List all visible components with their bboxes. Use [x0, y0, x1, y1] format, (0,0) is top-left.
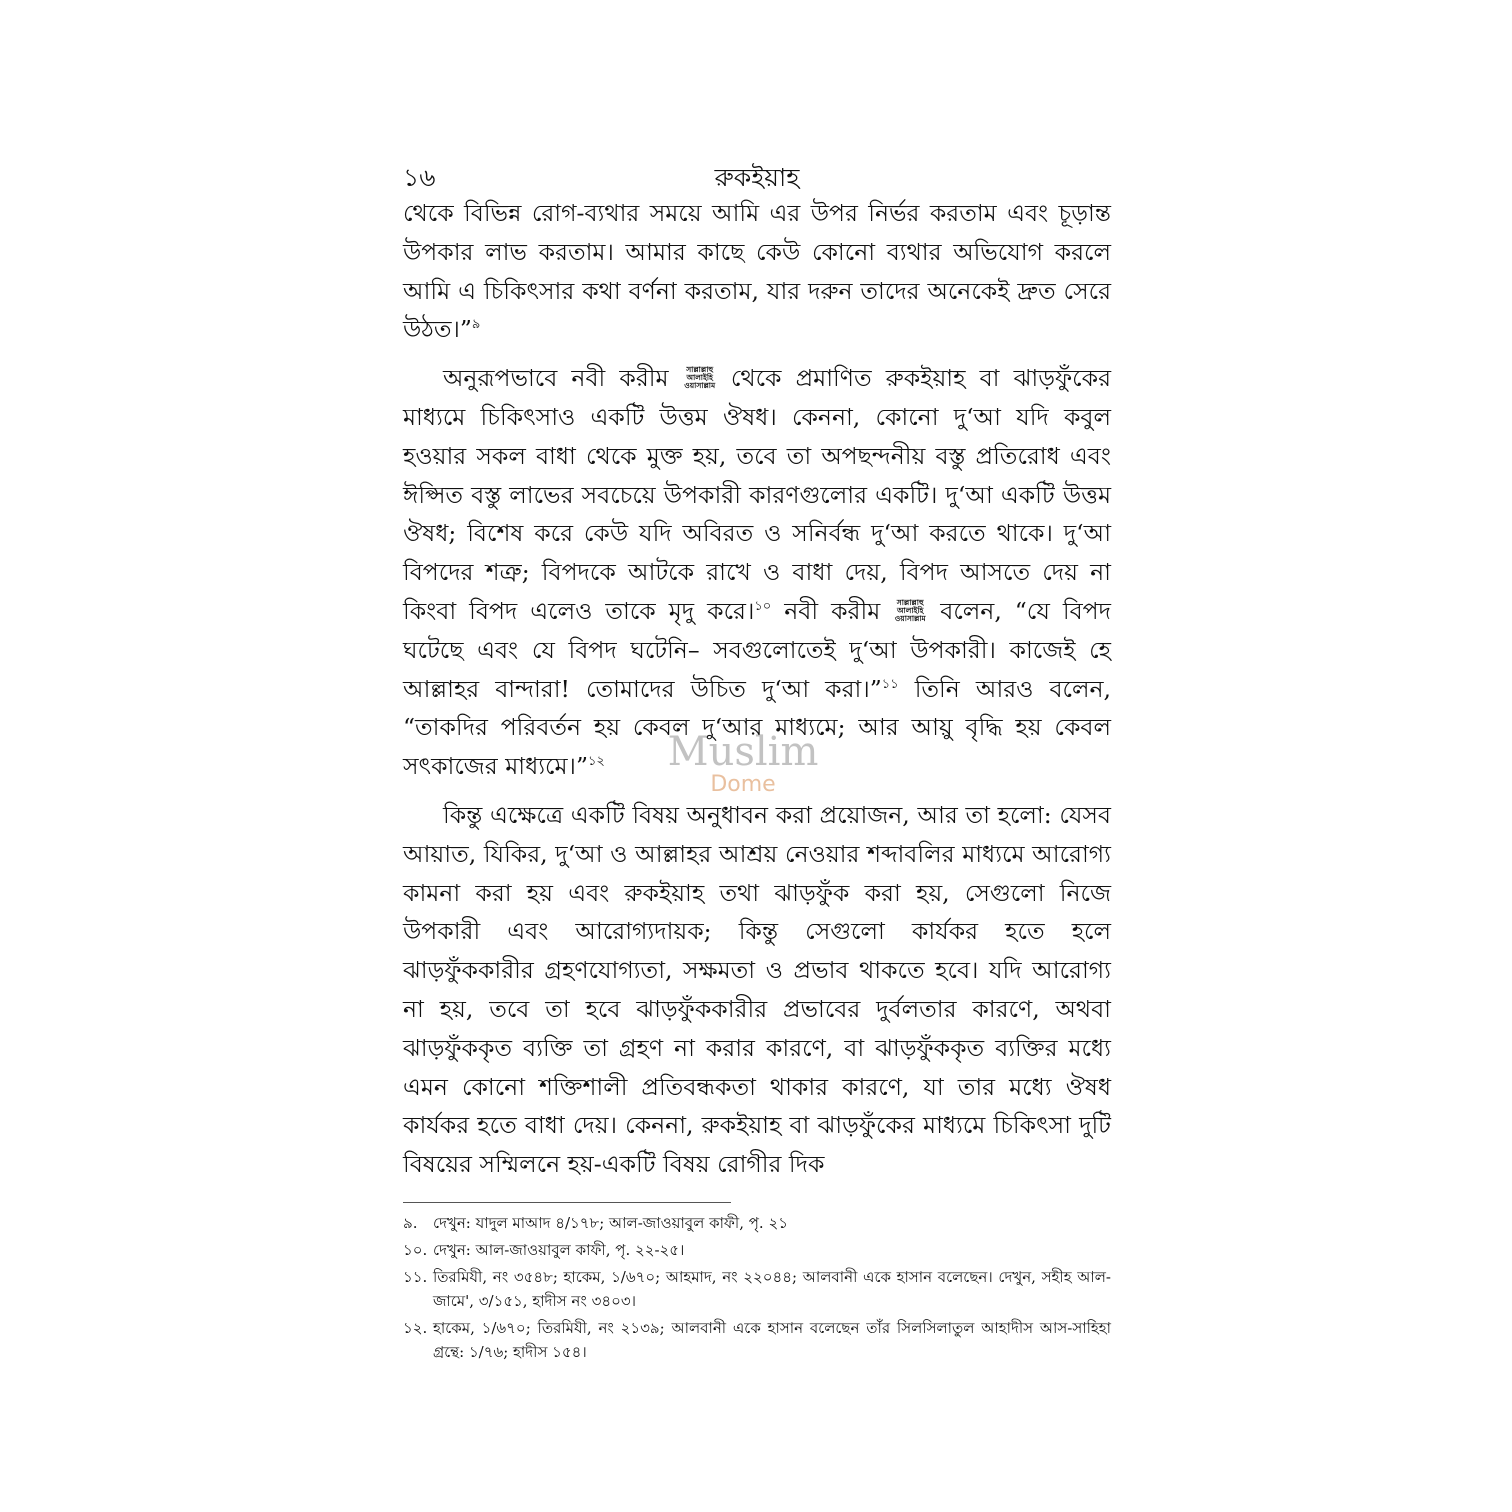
paragraph-text: কিন্তু এক্ষেত্রে একটি বিষয় অনুধাবন করা প্রয়োজন, আর তা হলো: যেসব আয়াত, যিকির, দু‘আ ও আল্লাহর আশ্রয় নেওয়ার শব্দাবলির মাধ্যমে আরোগ্য কামনা করা হয় এবং রুকইয়াহ তথা ঝাড়ফুঁক করা হয়, সেগুলো নিজে উপকারী এবং আরোগ্যদায়ক; কিন্তু সেগুলো কার্যকর হতে হলে ঝাড়ফুঁককারীর গ্রহণযোগ্যতা, সক্ষমতা ও প্রভাব থাকতে হবে। যদি আরোগ্য না হয়, তবে তা হবে ঝাড়ফুঁককারীর প্রভাবের দুর্বলতার কারণে, অথবা ঝাড়ফুঁককৃত ব্যক্তি তা গ্রহণ না করার কারণে, বা ঝাড়ফুঁককৃত ব্যক্তির মধ্যে এমন কোনো শক্তিশালী প্রতিবন্ধকতা থাকার কারণে, যা তার মধ্যে ঔষধ কার্যকর হতে বাধা দেয়। কেননা, রুকইয়াহ বা ঝাড়ফুঁকের মাধ্যমে চিকিৎসা দুটি বিষয়ের সম্মিলনে হয়-একটি বিষয় রোগীর দিক: [403, 800, 1111, 1179]
running-head: [403, 150, 1111, 194]
honorific-symbol: সাল্লাল্লাহু আলাইহি ওয়াসাল্লাম: [894, 597, 926, 623]
paragraph-text: থেকে বিভিন্ন রোগ-ব্যথার সময়ে আমি এর উপর নির্ভর করতাম এবং চূড়ান্ত উপকার লাভ করতাম। আমার কাছে কেউ কোনো ব্যথার অভিযোগ করলে আমি এ চিকিৎসার কথা বর্ণনা করতাম, যার দরুন তাদের অনেকেই দ্রুত সেরে উঠত।”: [403, 199, 1111, 344]
footnote-number: ৯.: [403, 1213, 418, 1232]
footnote: [403, 1211, 1111, 1235]
footnote-text: হাকেম, ১/৬৭০; তিরমিযী, নং ২১৩৯; আলবানী একে হাসান বলেছেন তাঁর সিলসিলাতুল আহাদীস আস-সাহিহা গ্রন্থে: ১/৭৬; হাদীস ১৫৪।: [433, 1318, 1111, 1361]
footnotes: [403, 1211, 1111, 1364]
honorific-symbol: সাল্লাল্লাহু আলাইহি ওয়াসাল্লাম: [684, 365, 716, 391]
footnote-divider: [403, 1202, 731, 1203]
paragraph-text: তিনি আরও বলেন, “তাকদির পরিবর্তন হয় কেবল দু‘আর মাধ্যমে; আর আয়ু বৃদ্ধি হয় কেবল সৎকাজের মাধ্যমে।”: [403, 674, 1111, 781]
body-text: [403, 194, 1111, 1184]
footnote-text: দেখুন: যাদুল মাআদ ৪/১৭৮; আল-জাওয়াবুল কাফী, পৃ. ২১: [433, 1213, 788, 1232]
paragraph-text: বলেন, “যে বিপদ ঘটেছে এবং যে বিপদ ঘটেনি– সবগুলোতেই দু‘আ উপকারী। কাজেই হে আল্লাহর বান্দারা! তোমাদের উচিত দু‘আ করা।”: [403, 596, 1111, 703]
footnote: [403, 1238, 1111, 1262]
footnote-ref: ১১: [881, 676, 899, 692]
paragraph: [403, 359, 1111, 786]
watermark-logo: Muslim Dome: [667, 729, 819, 797]
footnote-ref: ৯: [471, 317, 481, 333]
paragraph-text: নবী করীম: [771, 596, 894, 625]
book-title: রুকইয়াহ: [714, 163, 800, 192]
footnote-text: তিরমিযী, নং ৩৫৪৮; হাকেম, ১/৬৭০; আহমাদ, নং ২২০৪৪; আলবানী একে হাসান বলেছেন। দেখুন, সহীহ আল-জামে', ৩/১৫১, হাদীস নং ৩৪০৩।: [433, 1267, 1111, 1310]
footnote-ref: ১২: [587, 754, 605, 770]
paragraph-text: অনুরূপভাবে নবী করীম: [443, 364, 683, 393]
footnote: [403, 1265, 1111, 1313]
footnote-number: ১১.: [403, 1267, 428, 1286]
paragraph: [403, 194, 1111, 349]
book-page: [403, 150, 1111, 1367]
footnote-text: দেখুন: আল-জাওয়াবুল কাফী, পৃ. ২২-২৫।: [433, 1240, 685, 1259]
footnote: [403, 1316, 1111, 1364]
page-number: ১৬: [403, 163, 436, 192]
footnote-number: ১২.: [403, 1318, 428, 1337]
footnote-ref: ১০: [754, 599, 772, 615]
paragraph: [403, 796, 1111, 1184]
footnote-number: ১০.: [403, 1240, 428, 1259]
paragraph-text: থেকে প্রমাণিত রুকইয়াহ বা ঝাড়ফুঁকের মাধ্যমে চিকিৎসাও একটি উত্তম ঔষধ। কেননা, কোনো দু‘আ যদি কবুল হওয়ার সকল বাধা থেকে মুক্ত হয়, তবে তা অপছন্দনীয় বস্তু প্রতিরোধ এবং ঈপ্সিত বস্তু লাভের সবচেয়ে উপকারী কারণগুলোর একটি। দু‘আ একটি উত্তম ঔষধ; বিশেষ করে কেউ যদি অবিরত ও সনির্বন্ধ দু‘আ করতে থাকে। দু‘আ বিপদের শত্রু; বিপদকে আটকে রাখে ও বাধা দেয়, বিপদ আসতে দেয় না কিংবা বিপদ এলেও তাকে মৃদু করে।: [403, 364, 1111, 625]
